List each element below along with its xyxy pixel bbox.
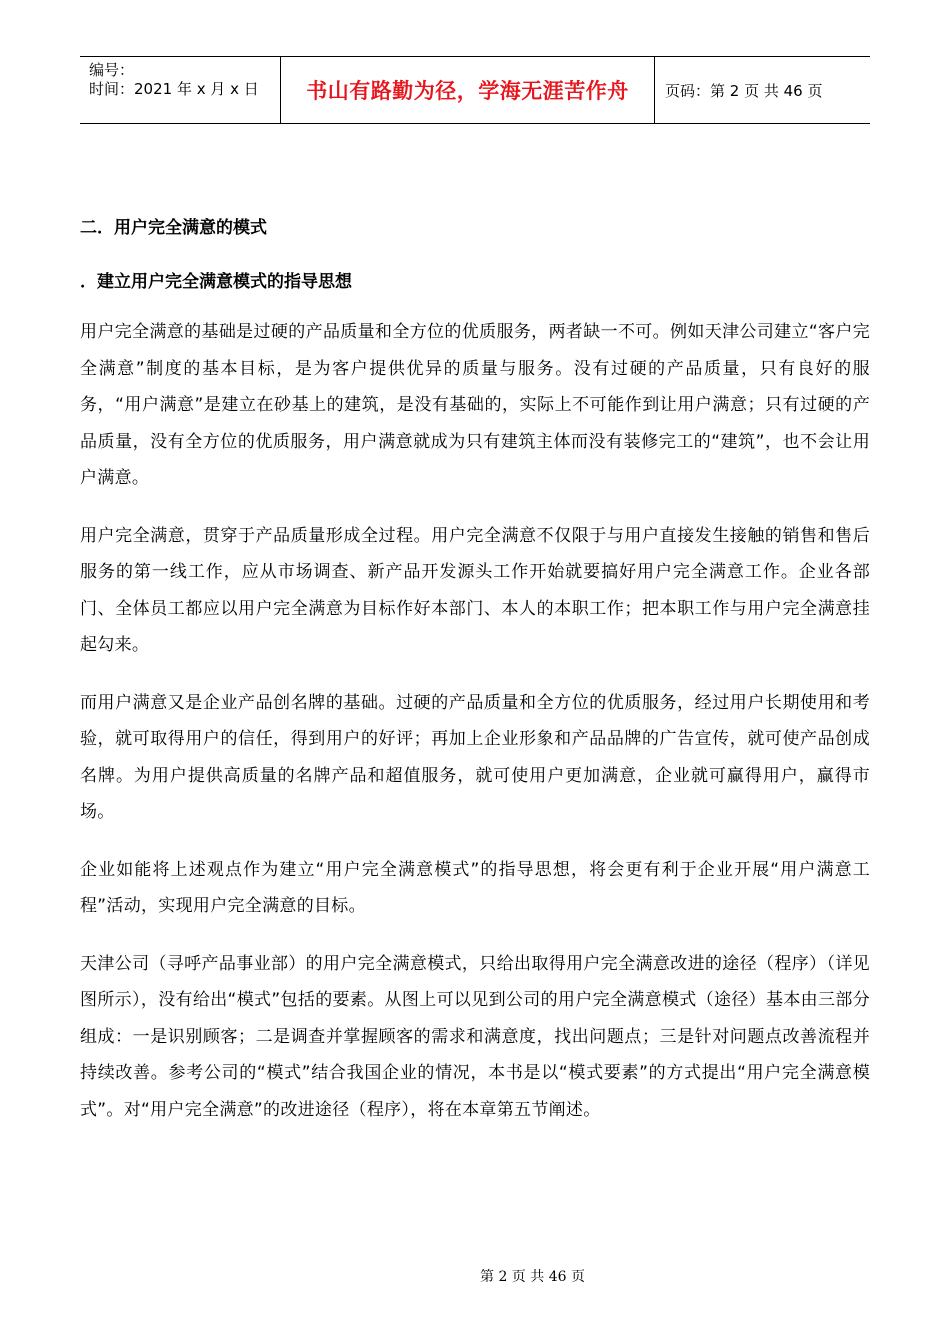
paragraph: 用户完全满意，贯穿于产品质量形成全过程。用户完全满意不仅限于与用户直接发生接触的销售和售后服务的第一线工作，应从市场调查、新产品开发源头工作开始就要搞好用户完全满意工作。企业各部门、全体员工都应以用户完全满意为目标作好本部门、本人的本职工作；把本职工作与用户完全满意挂起勾来。 bbox=[80, 525, 870, 655]
paragraph: 企业如能将上述观点作为建立“用户完全满意模式”的指导思想，将会更有利于企业开展“用户满意工程”活动，实现用户完全满意的目标。 bbox=[80, 859, 870, 916]
page-header bbox=[80, 56, 870, 124]
date-label: 时间：2021 年 x 月 x 日 bbox=[89, 80, 259, 98]
header-motto: 书山有路勤为径，学海无涯苦作舟 bbox=[281, 57, 655, 123]
paragraph: 而用户满意又是企业产品创名牌的基础。过硬的产品质量和全方位的优质服务，经过用户长期使用和考验，就可取得用户的信任，得到用户的好评；再加上企业形象和产品品牌的广告宣传，就可使产品创成名牌。为用户提供高质量的名牌产品和超值服务，就可使用户更加满意，企业就可赢得用户，赢得市场。 bbox=[80, 692, 870, 822]
header-page-info: 页码：第 2 页 共 46 页 bbox=[665, 81, 823, 100]
sub-title: ．建立用户完全满意模式的指导思想 bbox=[80, 272, 352, 292]
header-meta bbox=[80, 57, 281, 123]
document-body bbox=[80, 212, 870, 1128]
serial-number-label: 编号： bbox=[89, 61, 135, 79]
paragraph: 用户完全满意的基础是过硬的产品质量和全方位的优质服务，两者缺一不可。例如天津公司建立“客户完全满意”制度的基本目标，是为客户提供优异的质量与服务。没有过硬的产品质量，只有良好的服务，“用户满意”是建立在砂基上的建筑，是没有基础的，实际上不可能作到让用户满意；只有过硬的产品质量，没有全方位的优质服务，用户满意就成为只有建筑主体而没有装修完工的“建筑”，也不会让用户满意。 bbox=[80, 322, 870, 488]
page-footer: 第 2 页 共 46 页 bbox=[480, 1269, 585, 1285]
section-title: 二．用户完全满意的模式 bbox=[80, 218, 267, 238]
paragraph: 天津公司（寻呼产品事业部）的用户完全满意模式，只给出取得用户完全满意改进的途径（程序）（详见图所示），没有给出“模式”包括的要素。从图上可以见到公司的用户完全满意模式（途径）基本由三部分组成：一是识别顾客；二是调查并掌握顾客的需求和满意度，找出问题点；三是针对问题点改善流程并持续改善。参考公司的“模式”结合我国企业的情况，本书是以“模式要素”的方式提出“用户完全满意模式”。对“用户完全满意”的改进途径（程序），将在本章第五节阐述。 bbox=[80, 953, 870, 1120]
